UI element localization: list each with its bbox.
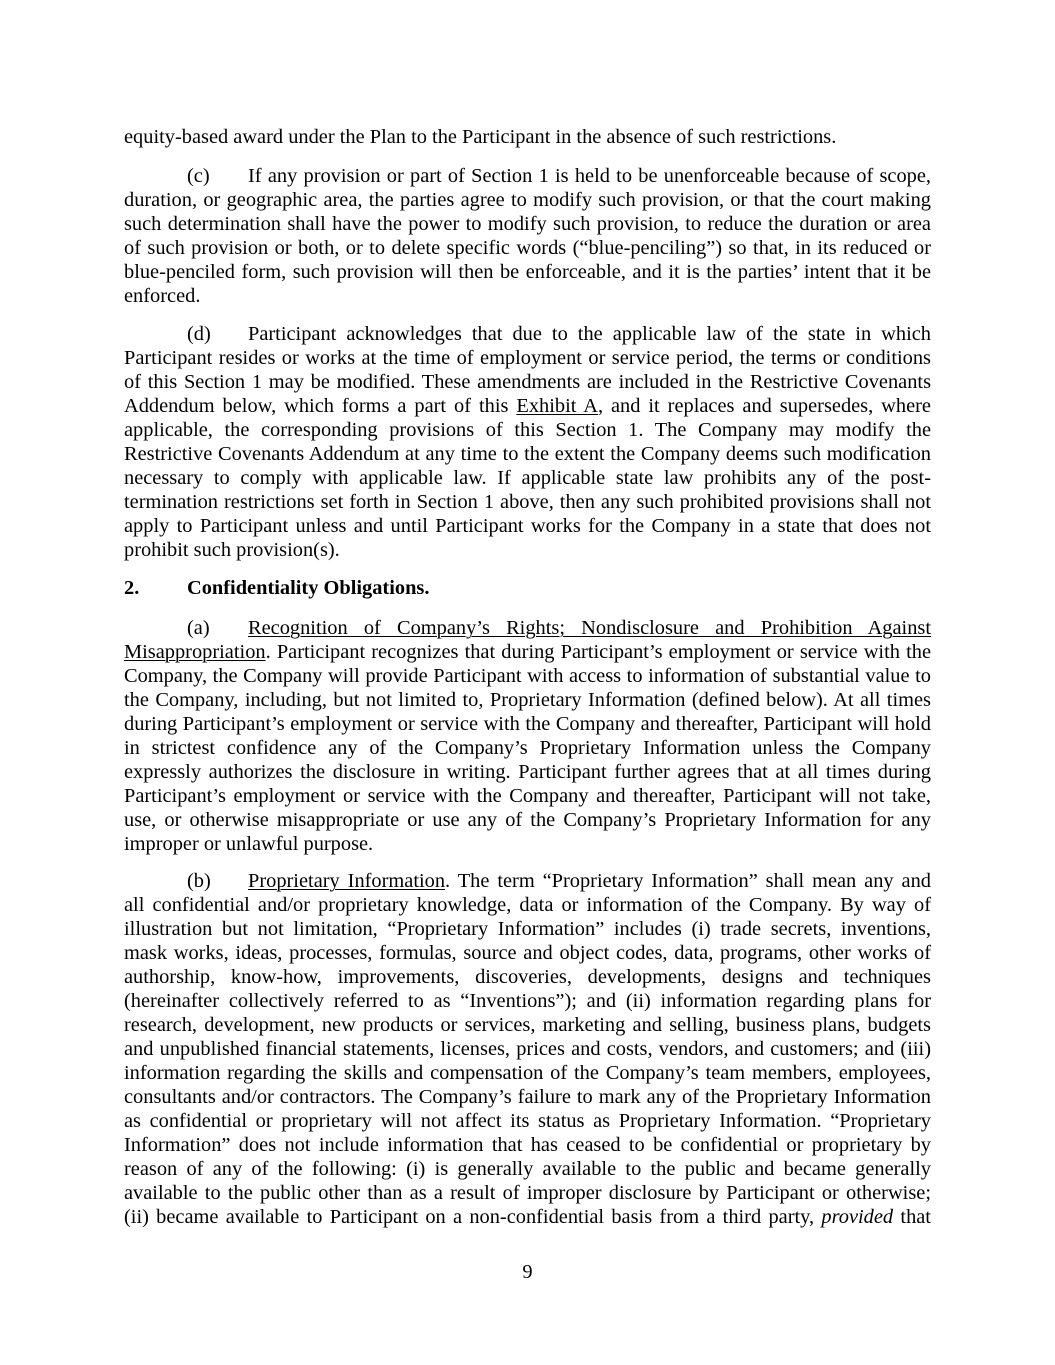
paragraph-line: the Company, including, but not limited to, Proprietary Information (defined below). At all times [124,689,931,711]
paragraph-line: research, development, new products or services, marketing and selling, business plans, budgets [124,1014,931,1036]
paragraph-line: Participant’s employment or service with the Company and thereafter, Participant will not take, [124,785,931,807]
exhibit-a-reference: Exhibit A [516,395,598,417]
page-number: 9 [522,1261,533,1283]
paragraph-line: mask works, ideas, processes, formulas, source and object codes, data, programs, other works of [124,942,931,964]
paragraph-line: duration, or geographic area, the parties agree to modify such provision, or that the court making [124,189,931,211]
paragraph-line: enforced. [124,285,201,307]
paragraph-line: in strictest confidence any of the Company’s Proprietary Information unless the Company [124,737,931,759]
paragraph-a [124,616,931,856]
paragraph-label: (b) [187,870,211,892]
paragraph-label: (c) [187,165,210,187]
paragraph-line: Participant resides or works at the time of employment or service period, the terms or conditions [124,347,931,369]
paragraph-line: such determination shall have the power to modify such provision, to reduce the duration or area [124,213,931,235]
paragraph-label: (d) [187,323,211,345]
section-heading [124,576,931,600]
line-text: Participant acknowledges that due to the applicable law of the state in which [248,323,931,345]
paragraph-line: Company, the Company will provide Participant with access to information of substantial value to [124,665,931,687]
paragraph-line: use, or otherwise misappropriate or use any of the Company’s Proprietary Information for any [124,809,931,831]
underlined-heading: Misappropriation [124,641,266,663]
underlined-heading: Recognition of Company’s Rights; Nondisclosure and Prohibition Against [248,617,931,639]
paragraph-continuation [124,125,931,149]
paragraph-b [124,869,931,1229]
paragraph-line: illustration but not limitation, “Proprietary Information” includes (i) trade secrets, inventions, [124,918,931,940]
italic-term: provided [821,1206,894,1228]
paragraph-first-line [124,164,931,188]
paragraph-line: available to the public other than as a result of improper disclosure by Participant or otherwise; [124,1182,931,1204]
line-text: that [893,1206,931,1228]
paragraph-d [124,322,931,562]
paragraph-line [124,640,931,664]
paragraph-first-line [124,869,931,893]
line-text: (ii) became available to Participant on a non-confidential basis from a third party, [124,1206,822,1228]
paragraph-line: of such provision or both, or to delete specific words (“blue-penciling”) so that, in its reduced or [124,237,931,259]
paragraph-line: blue-penciled form, such provision will then be enforceable, and it is the parties’ intent that it be [124,261,931,283]
underlined-heading: Proprietary Information [248,870,446,892]
paragraph-line: expressly authorizes the disclosure in writing. Participant further agrees that at all times during [124,761,931,783]
paragraph-line: and unpublished financial statements, licenses, prices and costs, vendors, and customers; and (iii) [124,1038,931,1060]
paragraph-line: all confidential and/or proprietary knowledge, data or information of the Company. By way of [124,894,931,916]
paragraph-line: authorship, know-how, improvements, discoveries, developments, designs and techniques [124,966,931,988]
paragraph-line [124,394,931,418]
paragraph-c [124,164,931,308]
paragraph-line: apply to Participant unless and until Participant works for the Company in a state that does not [124,515,931,537]
section-title: Confidentiality Obligations. [187,577,430,599]
paragraph-line: (hereinafter collectively referred to as “Inventions”); and (ii) information regarding plans for [124,990,931,1012]
paragraph-line: prohibit such provision(s). [124,539,340,561]
paragraph-line: Restrictive Covenants Addendum at any time to the extent the Company deems such modification [124,443,931,465]
paragraph-first-line [124,322,931,346]
paragraph-line: improper or unlawful purpose. [124,833,374,855]
paragraph-line: consultants and/or contractors. The Company’s failure to mark any of the Proprietary Information [124,1086,931,1108]
paragraph-line: as confidential or proprietary will not affect its status as Proprietary Information. “Proprietary [124,1110,931,1132]
paragraph-line [124,1205,931,1229]
paragraph-line: equity-based award under the Plan to the Participant in the absence of such restrictions. [124,126,837,148]
paragraph-line: necessary to comply with applicable law. If applicable state law prohibits any of the post- [124,467,931,489]
paragraph-line: Information” does not include information that has ceased to be confidential or proprietary by [124,1134,931,1156]
paragraph-line: applicable, the corresponding provisions of this Section 1. The Company may modify the [124,419,931,441]
paragraph-line: termination restrictions set forth in Section 1 above, then any such prohibited provisions shall not [124,491,931,513]
paragraph-line: during Participant’s employment or service with the Company and thereafter, Participant will hold [124,713,931,735]
paragraph-label: (a) [187,617,210,639]
paragraph-first-line [124,616,931,640]
line-text: Addendum below, which forms a part of this [124,395,517,417]
paragraph-line: of this Section 1 may be modified. These amendments are included in the Restrictive Covenants [124,371,931,393]
paragraph-line: reason of any of the following: (i) is generally available to the public and became generally [124,1158,931,1180]
section-number: 2. [124,577,140,599]
line-text: . Participant recognizes that during Participant’s employment or service with the [265,641,931,663]
section-heading-line [124,576,931,600]
line-text: . The term “Proprietary Information” shall mean any and [445,870,931,892]
paragraph-line: information regarding the skills and compensation of the Company’s team members, employees, [124,1062,931,1084]
line-text: If any provision or part of Section 1 is held to be unenforceable because of scope, [248,165,931,187]
line-text: , and it replaces and supersedes, where [597,395,931,417]
